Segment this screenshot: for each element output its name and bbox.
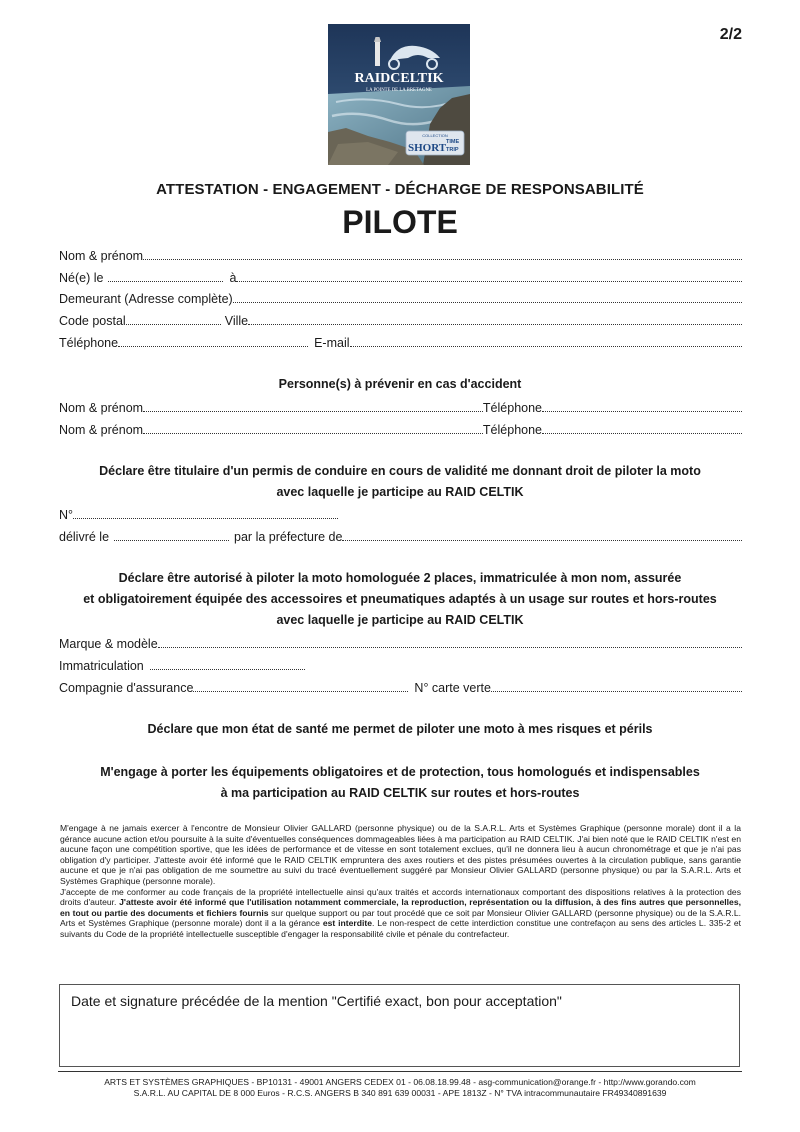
- emergency-name-label: Nom & prénom: [59, 401, 144, 415]
- motorcycle-greencard-label: N° carte verte: [414, 681, 491, 695]
- motorcycle-insurance-label: Compagnie d'assurance: [59, 681, 194, 695]
- logo-collection: COLLECTION: [422, 133, 448, 138]
- raid-celtik-logo: [328, 24, 470, 165]
- signature-box[interactable]: [59, 984, 740, 1067]
- motorcycle-registration-field[interactable]: [150, 666, 305, 670]
- identity-postal-field[interactable]: [126, 321, 221, 325]
- equipment-declaration-line: M'engage à porter les équipements obligatoires et de protection, tous homologués et indispensables: [100, 765, 700, 779]
- motorcycle-declaration-line: Déclare être autorisé à piloter la moto homologuée 2 places, immatriculée à mon nom, assurée: [118, 571, 682, 585]
- emergency-phone-field[interactable]: [542, 430, 742, 434]
- identity-birth-row: [59, 267, 742, 285]
- license-declaration: [0, 461, 800, 503]
- identity-phone-field[interactable]: [118, 343, 308, 347]
- legal-text-bold: J'atteste avoir été informé que l'utilisation notamment commerciale, la reproduction, représentation ou la diffusion, à des fins autres que personnelles, en tout ou partie des documents et fichiers fournis: [60, 897, 741, 918]
- license-issue-row: [59, 526, 742, 544]
- svg-text:RAIDCELTIK: [355, 71, 444, 86]
- logo-brand-celtik: CELTIK: [390, 71, 444, 86]
- legal-paragraph-waiver: M'engage à ne jamais exercer à l'encontre de Monsieur Olivier GALLARD (personne physique) ou de la S.A.R.L. Arts et Systèmes Graphique (personne morale) dont il a la gérance aucune action et/ou poursuite à la suite d'éventuelles conséquences dommageables liées à ma participation au RAID CELTIK. J'ai bien noté que le RAID CELTIK n'est en aucune façon une compétition sportive, que les idées de performance et de vitesse en sont totalement exclues, qu'il ne donnera lieu à aucun chronométrage et que je n'ai pas obligation d'y participer. J'atteste avoir été informé que le RAID CELTIK empruntera des axes routiers et des pistes présumées ouvertes à la circulation publique, sans garantie aucune et que je n'ai pas obligation de me soumettre au suivi du tracé éventuellement suggéré par Monsieur Olivier GALLARD (personne physique) ou par la S.A.R.L. Arts et Systèmes Graphique (personne morale).: [60, 823, 741, 886]
- license-number-field[interactable]: [73, 515, 338, 519]
- license-prefecture-field[interactable]: [342, 537, 742, 541]
- license-prefecture-label: par la préfecture de: [234, 530, 343, 544]
- identity-address-row: [59, 288, 742, 306]
- footer: [0, 1077, 800, 1099]
- identity-birthplace-field[interactable]: [236, 278, 742, 282]
- logo-brand-raid: RAID: [354, 71, 391, 86]
- motorcycle-declaration-line: avec laquelle je participe au RAID CELTIK: [276, 613, 524, 627]
- motorcycle-greencard-field[interactable]: [491, 688, 742, 692]
- page-number: 2/2: [719, 26, 742, 43]
- logo-tagline: LA POINTE DE LA BRETAGNE: [366, 88, 432, 93]
- identity-email-label: E-mail: [314, 336, 350, 350]
- identity-name-field[interactable]: [143, 256, 742, 260]
- motorcycle-brand-row: [59, 633, 742, 651]
- form-title: PILOTE: [342, 204, 458, 240]
- emergency-contact-row: [59, 397, 742, 415]
- emergency-phone-label: Téléphone: [482, 401, 542, 415]
- emergency-name-field[interactable]: [143, 430, 483, 434]
- equipment-declaration: [0, 762, 800, 804]
- motorcycle-declaration-line: et obligatoirement équipée des accessoires et pneumatiques adaptés à un usage sur routes et hors-routes: [83, 592, 717, 606]
- identity-city-field[interactable]: [248, 321, 742, 325]
- license-issued-label: délivré le: [59, 530, 110, 544]
- motorcycle-declaration: [0, 568, 800, 631]
- identity-name-label: Nom & prénom: [59, 249, 144, 263]
- form-heading: ATTESTATION - ENGAGEMENT - DÉCHARGE DE RESPONSABILITÉ: [156, 181, 644, 198]
- legal-text-segment: J'accepte de me conformer au code français de la propriété intellectuelle ainsi qu'aux traités et accords internationaux comportant des dispositions relatives à la protection des droits d'auteur.: [60, 886, 741, 908]
- identity-address-label: Demeurant (Adresse complète): [59, 292, 233, 306]
- footer-company-info: S.A.R.L. AU CAPITAL DE 8 000 Euros - R.C.S. ANGERS B 340 891 639 00031 - APE 1813Z - N° TVA intracommunautaire FR49340891639: [133, 1088, 667, 1098]
- logo-badge-time: TIME: [446, 139, 460, 145]
- legal-paragraph-copyright: [60, 887, 741, 940]
- health-declaration: Déclare que mon état de santé me permet de piloter une moto à mes risques et périls: [147, 722, 653, 736]
- equipment-declaration-line: à ma participation au RAID CELTIK sur routes et hors-routes: [220, 786, 580, 800]
- emergency-heading: Personne(s) à prévenir en cas d'accident: [278, 377, 522, 391]
- license-issued-field[interactable]: [114, 537, 229, 541]
- emergency-phone-label: Téléphone: [482, 423, 542, 437]
- logo-badge-short: SHORT: [408, 142, 447, 154]
- emergency-phone-field[interactable]: [542, 408, 742, 412]
- identity-name-row: [59, 245, 742, 263]
- identity-postal-label: Code postal: [59, 314, 126, 328]
- identity-phone-label: Téléphone: [59, 336, 119, 350]
- license-declaration-line: Déclare être titulaire d'un permis de conduire en cours de validité me donnant droit de piloter la moto: [99, 464, 701, 478]
- emergency-contact-row: [59, 419, 742, 437]
- motorcycle-registration-label: Immatriculation: [59, 659, 144, 673]
- identity-birth-label: Né(e) le: [59, 271, 104, 285]
- legal-text-segment: . Le non-respect de cette interdiction constitue une contrefaçon au sens des articles L. 335-2 et suivants du Code de la propriété intellectuelle susceptible d'engager la responsabilité civile et pénale du contrefacteur.: [60, 918, 741, 939]
- logo-badge-trip: TRIP: [446, 147, 459, 153]
- footer-address: ARTS ET SYSTÈMES GRAPHIQUES - BP10131 - 49001 ANGERS CEDEX 01 - 06.08.18.99.48 - asg-communication@orange.fr - http://www.gorando.com: [104, 1077, 696, 1087]
- identity-postal-row: [59, 310, 742, 328]
- motorcycle-insurance-row: [59, 677, 742, 695]
- emergency-name-field[interactable]: [143, 408, 483, 412]
- motorcycle-insurance-field[interactable]: [193, 688, 408, 692]
- emergency-name-label: Nom & prénom: [59, 423, 144, 437]
- identity-email-field[interactable]: [350, 343, 743, 347]
- motorcycle-brand-label: Marque & modèle: [59, 637, 158, 651]
- footer-divider: [58, 1071, 742, 1072]
- legal-text: [60, 823, 741, 940]
- identity-birthdate-field[interactable]: [108, 278, 223, 282]
- signature-prompt: Date et signature précédée de la mention "Certifié exact, bon pour acceptation": [71, 993, 562, 1009]
- license-number-row: [59, 504, 742, 522]
- identity-city-label: Ville: [224, 314, 249, 328]
- legal-text-bold: est interdite: [322, 918, 373, 929]
- identity-address-field[interactable]: [233, 299, 742, 303]
- identity-contact-row: [59, 332, 742, 350]
- motorcycle-registration-row: [59, 655, 742, 673]
- motorcycle-brand-field[interactable]: [158, 644, 742, 648]
- license-declaration-line: avec laquelle je participe au RAID CELTIK: [276, 485, 524, 499]
- license-number-label: N°: [59, 508, 74, 522]
- legal-text-segment: sur quelque support ou par tout procédé que ce soit par Monsieur Olivier GALLARD (personne physique) ou de la S.A.R.L. Arts et Systèmes Graphique (personne morale) dont il a la gérance: [60, 907, 741, 929]
- identity-birthplace-label: à: [229, 271, 237, 285]
